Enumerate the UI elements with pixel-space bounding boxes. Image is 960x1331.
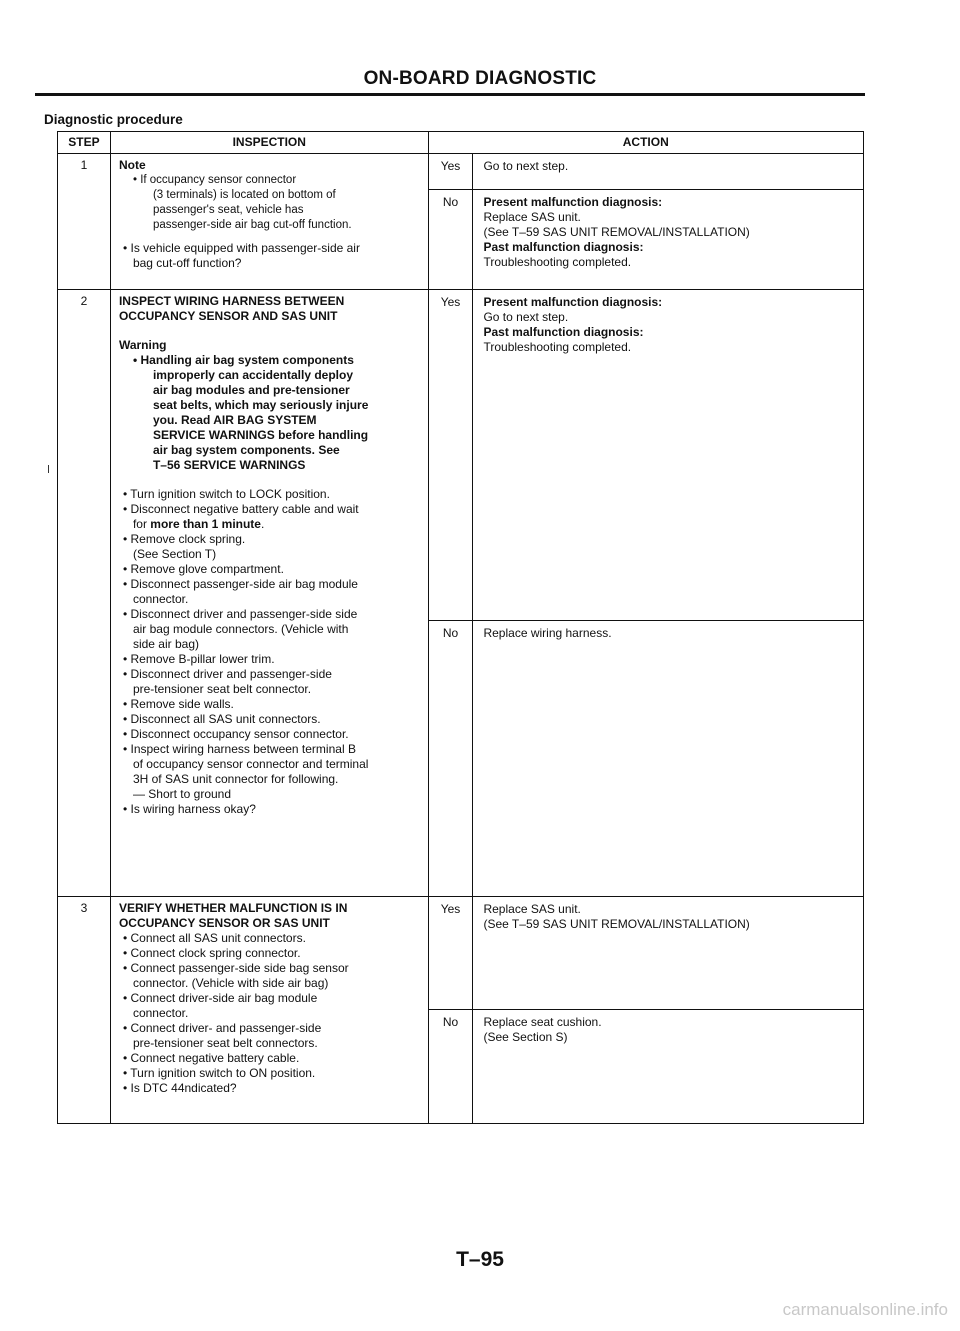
present-malfunction-label: Present malfunction diagnosis: bbox=[483, 195, 663, 209]
step-title: VERIFY WHETHER MALFUNCTION IS IN bbox=[118, 901, 348, 915]
table-row bbox=[58, 897, 864, 1010]
procedure-bullet: • Remove clock spring. bbox=[119, 532, 422, 547]
no-action bbox=[473, 190, 864, 290]
warning-line: T–56 SERVICE WARNINGS bbox=[152, 458, 306, 472]
procedure-bullet: • Inspect wiring harness between terminal B bbox=[119, 742, 422, 757]
margin-mark bbox=[48, 465, 49, 473]
step-inspection bbox=[110, 897, 428, 1124]
text-span: . bbox=[260, 517, 265, 531]
note-bullet: • If occupancy sensor connector bbox=[119, 173, 422, 188]
step-number: 3 bbox=[58, 897, 111, 1124]
note-line: (3 terminals) is located on bottom of bbox=[152, 189, 336, 201]
step-number: 2 bbox=[58, 290, 111, 897]
diagnostic-table bbox=[57, 131, 864, 1124]
step-inspection bbox=[110, 154, 428, 290]
table-row bbox=[58, 290, 864, 621]
warning-line: • Handling air bag system components bbox=[119, 353, 422, 368]
procedure-bullet-cont: of occupancy sensor connector and terminal bbox=[132, 757, 369, 771]
action-line: Troubleshooting completed. bbox=[483, 255, 632, 269]
warning-line: improperly can accidentally deploy bbox=[152, 368, 354, 382]
procedure-bullet-cont: 3H of SAS unit connector for following. bbox=[132, 772, 339, 786]
table-header-row bbox=[58, 132, 864, 154]
action-line: (See Section S) bbox=[483, 1030, 568, 1044]
header-rule bbox=[35, 93, 865, 96]
action-line: Replace SAS unit. bbox=[483, 902, 581, 916]
procedure-bullet-cont bbox=[119, 517, 422, 532]
procedure-title: Diagnostic procedure bbox=[44, 112, 183, 127]
warning-line: air bag system components. See bbox=[152, 443, 340, 457]
procedure-bullet: • Disconnect driver and passenger-side bbox=[119, 667, 422, 682]
warning-line: seat belts, which may seriously injure bbox=[152, 398, 369, 412]
action-line: (See T–59 SAS UNIT REMOVAL/INSTALLATION) bbox=[483, 225, 750, 239]
procedure-bullet: • Remove glove compartment. bbox=[119, 562, 422, 577]
emphasis-text: more than 1 minute bbox=[150, 517, 261, 531]
procedure-bullet: • Connect all SAS unit connectors. bbox=[119, 931, 422, 946]
no-label: No bbox=[428, 621, 473, 897]
procedure-bullet: • Disconnect occupancy sensor connector. bbox=[119, 727, 422, 742]
no-label: No bbox=[428, 190, 473, 290]
procedure-bullet: • Connect negative battery cable. bbox=[119, 1051, 422, 1066]
procedure-bullet: • Turn ignition switch to LOCK position. bbox=[119, 487, 422, 502]
procedure-bullet: • Connect driver-side air bag module bbox=[119, 991, 422, 1006]
action-line: (See T–59 SAS UNIT REMOVAL/INSTALLATION) bbox=[483, 917, 750, 931]
no-action: Replace wiring harness. bbox=[473, 621, 864, 897]
procedure-bullet-cont: — Short to ground bbox=[132, 787, 232, 801]
procedure-bullet-cont: connector. bbox=[132, 1006, 189, 1020]
yes-action bbox=[473, 897, 864, 1010]
col-action-header: ACTION bbox=[428, 132, 863, 154]
question-text: • Is vehicle equipped with passenger-side air bbox=[119, 241, 422, 256]
past-malfunction-label: Past malfunction diagnosis: bbox=[483, 240, 644, 254]
procedure-bullet: • Disconnect passenger-side air bag module bbox=[119, 577, 422, 592]
step-number: 1 bbox=[58, 154, 111, 290]
yes-label: Yes bbox=[428, 154, 473, 190]
procedure-bullet: • Remove side walls. bbox=[119, 697, 422, 712]
warning-label: Warning bbox=[118, 338, 167, 352]
note-line: passenger's seat, vehicle has bbox=[152, 204, 304, 216]
step-title: INSPECT WIRING HARNESS BETWEEN bbox=[118, 294, 345, 308]
question-text-cont: bag cut-off function? bbox=[132, 256, 242, 270]
step-title: OCCUPANCY SENSOR OR SAS UNIT bbox=[118, 916, 330, 930]
action-line: Troubleshooting completed. bbox=[483, 340, 632, 354]
procedure-bullet-cont: side air bag) bbox=[132, 637, 199, 651]
procedure-bullet: • Disconnect all SAS unit connectors. bbox=[119, 712, 422, 727]
page-number: T–95 bbox=[456, 1248, 504, 1271]
past-malfunction-label: Past malfunction diagnosis: bbox=[483, 325, 644, 339]
yes-action: Go to next step. bbox=[473, 154, 864, 190]
procedure-bullet: • Is DTC 44ndicated? bbox=[119, 1081, 422, 1096]
step-title: OCCUPANCY SENSOR AND SAS UNIT bbox=[118, 309, 338, 323]
page-header: ON-BOARD DIAGNOSTIC bbox=[363, 68, 597, 89]
present-malfunction-label: Present malfunction diagnosis: bbox=[483, 295, 663, 309]
procedure-bullet: • Remove B-pillar lower trim. bbox=[119, 652, 422, 667]
procedure-bullet: • Disconnect negative battery cable and wait bbox=[119, 502, 422, 517]
step-inspection bbox=[110, 290, 428, 897]
warning-line: you. Read AIR BAG SYSTEM bbox=[152, 413, 317, 427]
note-label: Note bbox=[118, 158, 146, 172]
procedure-bullet: • Is wiring harness okay? bbox=[119, 802, 422, 817]
procedure-bullet-cont: pre-tensioner seat belt connector. bbox=[132, 682, 312, 696]
yes-label: Yes bbox=[428, 290, 473, 621]
table-row bbox=[58, 154, 864, 190]
col-inspection-header: INSPECTION bbox=[110, 132, 428, 154]
col-step-header: STEP bbox=[58, 132, 111, 154]
warning-line: air bag modules and pre-tensioner bbox=[152, 383, 350, 397]
procedure-bullet-cont: air bag module connectors. (Vehicle with bbox=[132, 622, 349, 636]
watermark: carmanualsonline.info bbox=[782, 1300, 948, 1319]
note-line: passenger-side air bag cut-off function. bbox=[152, 219, 352, 231]
procedure-bullet: • Connect passenger-side side bag sensor bbox=[119, 961, 422, 976]
procedure-bullet-cont: pre-tensioner seat belt connectors. bbox=[132, 1036, 318, 1050]
procedure-bullet: • Disconnect driver and passenger-side side bbox=[119, 607, 422, 622]
procedure-bullet: • Connect clock spring connector. bbox=[119, 946, 422, 961]
procedure-bullet: • Turn ignition switch to ON position. bbox=[119, 1066, 422, 1081]
yes-action bbox=[473, 290, 864, 621]
action-line: Replace seat cushion. bbox=[483, 1015, 602, 1029]
action-line: Go to next step. bbox=[483, 310, 569, 324]
action-line: Replace SAS unit. bbox=[483, 210, 581, 224]
procedure-bullet: • Connect driver- and passenger-side bbox=[119, 1021, 422, 1036]
procedure-bullet-cont: (See Section T) bbox=[132, 547, 217, 561]
no-action bbox=[473, 1010, 864, 1124]
procedure-bullet-cont: connector. (Vehicle with side air bag) bbox=[132, 976, 329, 990]
text-span: for bbox=[132, 517, 151, 531]
yes-label: Yes bbox=[428, 897, 473, 1010]
procedure-bullet-cont: connector. bbox=[132, 592, 189, 606]
no-label: No bbox=[428, 1010, 473, 1124]
warning-line: SERVICE WARNINGS before handling bbox=[152, 428, 369, 442]
